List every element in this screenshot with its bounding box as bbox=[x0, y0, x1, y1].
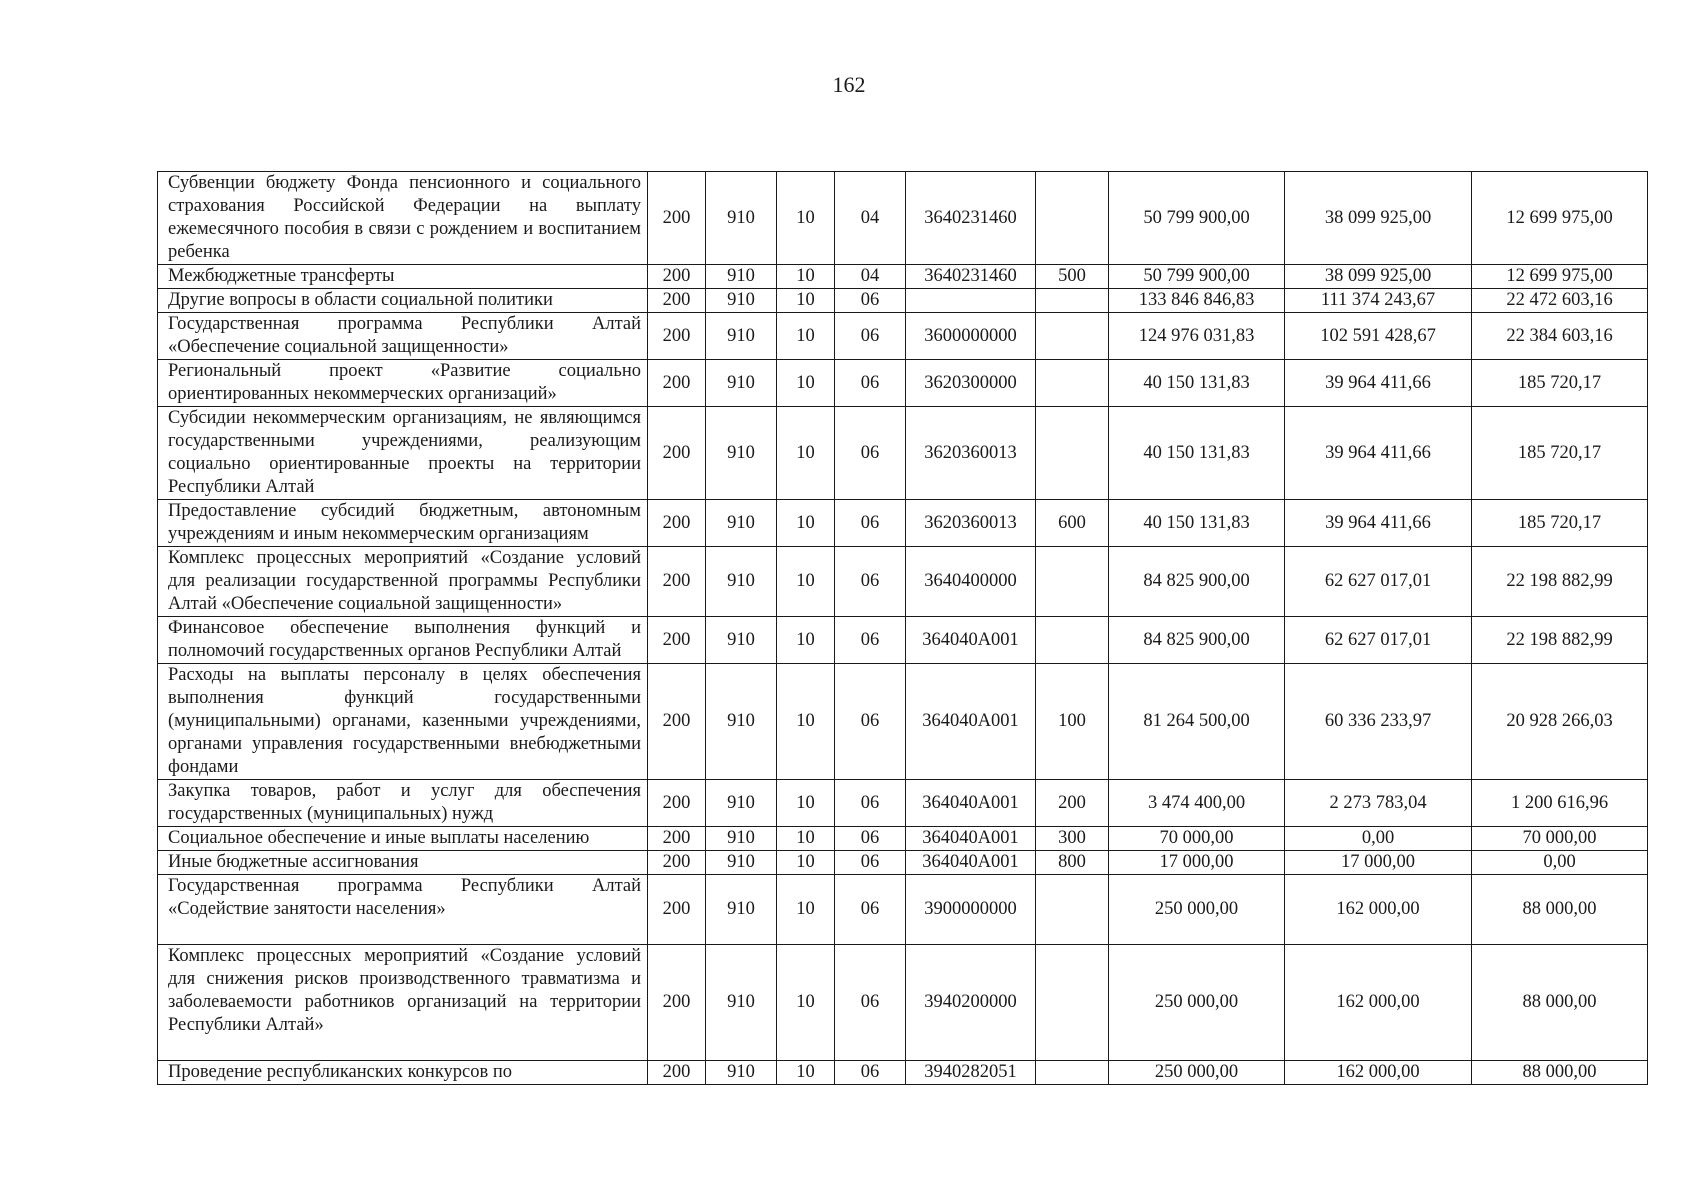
row-section-code: 10 bbox=[777, 289, 835, 313]
row-name: Субсидии некоммерческим организациям, не являющимся государственными учреждениями, реализующим социально ориентированные проекты на территории Республики Алтай bbox=[158, 407, 648, 500]
row-target-code: 3940200000 bbox=[906, 945, 1036, 1061]
row-subsection-code: 06 bbox=[835, 313, 906, 360]
row-total: 81 264 500,00 bbox=[1109, 664, 1285, 780]
row-section-code: 10 bbox=[777, 1061, 835, 1085]
row-grbs-code: 910 bbox=[706, 875, 777, 945]
row-expense-type bbox=[1036, 1061, 1109, 1085]
row-target-code: 3640400000 bbox=[906, 547, 1036, 617]
row-section-code: 10 bbox=[777, 407, 835, 500]
row-total: 84 825 900,00 bbox=[1109, 547, 1285, 617]
row-target-code: 3640231460 bbox=[906, 265, 1036, 289]
row-section-code: 10 bbox=[777, 780, 835, 827]
row-name: Региональный проект «Развитие социально ориентированных некоммерческих организаций» bbox=[158, 360, 648, 407]
table-row bbox=[158, 547, 1648, 617]
row-admin-code: 200 bbox=[648, 827, 706, 851]
row-total: 40 150 131,83 bbox=[1109, 500, 1285, 547]
row-subsection-code: 06 bbox=[835, 875, 906, 945]
row-target-code: 3940282051 bbox=[906, 1061, 1036, 1085]
row-total: 17 000,00 bbox=[1109, 851, 1285, 875]
table-row bbox=[158, 851, 1648, 875]
row-subsection-code: 06 bbox=[835, 851, 906, 875]
row-target-code: 3900000000 bbox=[906, 875, 1036, 945]
row-expense-type: 800 bbox=[1036, 851, 1109, 875]
row-grbs-code: 910 bbox=[706, 664, 777, 780]
row-grbs-code: 910 bbox=[706, 617, 777, 664]
row-expense-type: 600 bbox=[1036, 500, 1109, 547]
row-admin-code: 200 bbox=[648, 617, 706, 664]
row-section-code: 10 bbox=[777, 827, 835, 851]
row-republic: 12 699 975,00 bbox=[1472, 265, 1648, 289]
row-federal: 62 627 017,01 bbox=[1285, 547, 1472, 617]
row-republic: 12 699 975,00 bbox=[1472, 172, 1648, 265]
row-federal: 17 000,00 bbox=[1285, 851, 1472, 875]
row-admin-code: 200 bbox=[648, 360, 706, 407]
row-subsection-code: 04 bbox=[835, 172, 906, 265]
row-section-code: 10 bbox=[777, 875, 835, 945]
row-federal: 111 374 243,67 bbox=[1285, 289, 1472, 313]
page-number: 162 bbox=[832, 72, 866, 97]
row-total: 124 976 031,83 bbox=[1109, 313, 1285, 360]
table-row bbox=[158, 313, 1648, 360]
row-subsection-code: 06 bbox=[835, 547, 906, 617]
row-republic: 185 720,17 bbox=[1472, 407, 1648, 500]
row-federal: 0,00 bbox=[1285, 827, 1472, 851]
row-grbs-code: 910 bbox=[706, 289, 777, 313]
row-subsection-code: 06 bbox=[835, 664, 906, 780]
row-expense-type: 300 bbox=[1036, 827, 1109, 851]
row-republic: 22 198 882,99 bbox=[1472, 547, 1648, 617]
row-name: Субвенции бюджету Фонда пенсионного и социального страхования Российской Федерации на выплату ежемесячного пособия в связи с рождением и воспитанием ребенка bbox=[158, 172, 648, 265]
table-row bbox=[158, 827, 1648, 851]
row-grbs-code: 910 bbox=[706, 265, 777, 289]
row-name: Межбюджетные трансферты bbox=[158, 265, 648, 289]
row-federal: 2 273 783,04 bbox=[1285, 780, 1472, 827]
row-target-code: 364040А001 bbox=[906, 851, 1036, 875]
row-name: Социальное обеспечение и иные выплаты населению bbox=[158, 827, 648, 851]
row-section-code: 10 bbox=[777, 664, 835, 780]
row-grbs-code: 910 bbox=[706, 547, 777, 617]
row-republic: 22 198 882,99 bbox=[1472, 617, 1648, 664]
row-federal: 162 000,00 bbox=[1285, 945, 1472, 1061]
row-republic: 0,00 bbox=[1472, 851, 1648, 875]
row-grbs-code: 910 bbox=[706, 360, 777, 407]
row-republic: 185 720,17 bbox=[1472, 360, 1648, 407]
row-subsection-code: 06 bbox=[835, 780, 906, 827]
row-subsection-code: 06 bbox=[835, 289, 906, 313]
row-grbs-code: 910 bbox=[706, 1061, 777, 1085]
row-admin-code: 200 bbox=[648, 407, 706, 500]
table-row bbox=[158, 360, 1648, 407]
row-grbs-code: 910 bbox=[706, 780, 777, 827]
row-expense-type: 500 bbox=[1036, 265, 1109, 289]
table-row bbox=[158, 617, 1648, 664]
row-total: 84 825 900,00 bbox=[1109, 617, 1285, 664]
row-grbs-code: 910 bbox=[706, 945, 777, 1061]
row-section-code: 10 bbox=[777, 313, 835, 360]
row-admin-code: 200 bbox=[648, 875, 706, 945]
row-total: 250 000,00 bbox=[1109, 945, 1285, 1061]
row-federal: 39 964 411,66 bbox=[1285, 360, 1472, 407]
row-name: Закупка товаров, работ и услуг для обеспечения государственных (муниципальных) нужд bbox=[158, 780, 648, 827]
row-subsection-code: 06 bbox=[835, 360, 906, 407]
row-grbs-code: 910 bbox=[706, 500, 777, 547]
row-republic: 185 720,17 bbox=[1472, 500, 1648, 547]
row-total: 50 799 900,00 bbox=[1109, 265, 1285, 289]
row-total: 70 000,00 bbox=[1109, 827, 1285, 851]
row-republic: 22 384 603,16 bbox=[1472, 313, 1648, 360]
row-expense-type bbox=[1036, 945, 1109, 1061]
row-section-code: 10 bbox=[777, 500, 835, 547]
row-total: 40 150 131,83 bbox=[1109, 407, 1285, 500]
row-section-code: 10 bbox=[777, 172, 835, 265]
row-expense-type bbox=[1036, 407, 1109, 500]
row-expense-type bbox=[1036, 617, 1109, 664]
row-name: Иные бюджетные ассигнования bbox=[158, 851, 648, 875]
row-expense-type: 100 bbox=[1036, 664, 1109, 780]
row-target-code: 3640231460 bbox=[906, 172, 1036, 265]
row-name: Расходы на выплаты персоналу в целях обеспечения выполнения функций государственными (муниципальными) органами, казенными учреждениями, органами управления государственными внебюджетными фондами bbox=[158, 664, 648, 780]
row-grbs-code: 910 bbox=[706, 313, 777, 360]
row-admin-code: 200 bbox=[648, 500, 706, 547]
row-name: Предоставление субсидий бюджетным, автономным учреждениям и иным некоммерческим организациям bbox=[158, 500, 648, 547]
table-row bbox=[158, 500, 1648, 547]
row-total: 50 799 900,00 bbox=[1109, 172, 1285, 265]
row-name: Финансовое обеспечение выполнения функций и полномочий государственных органов Республики Алтай bbox=[158, 617, 648, 664]
table-row bbox=[158, 265, 1648, 289]
row-name: Другие вопросы в области социальной политики bbox=[158, 289, 648, 313]
row-name: Государственная программа Республики Алтай «Обеспечение социальной защищенности» bbox=[158, 313, 648, 360]
table-row bbox=[158, 945, 1648, 1061]
row-section-code: 10 bbox=[777, 851, 835, 875]
row-target-code: 364040А001 bbox=[906, 827, 1036, 851]
row-federal: 162 000,00 bbox=[1285, 875, 1472, 945]
row-admin-code: 200 bbox=[648, 945, 706, 1061]
table-row bbox=[158, 875, 1648, 945]
table-row bbox=[158, 407, 1648, 500]
row-subsection-code: 06 bbox=[835, 500, 906, 547]
row-expense-type bbox=[1036, 172, 1109, 265]
row-subsection-code: 06 bbox=[835, 827, 906, 851]
row-republic: 22 472 603,16 bbox=[1472, 289, 1648, 313]
row-section-code: 10 bbox=[777, 265, 835, 289]
row-total: 250 000,00 bbox=[1109, 1061, 1285, 1085]
row-federal: 62 627 017,01 bbox=[1285, 617, 1472, 664]
row-target-code bbox=[906, 289, 1036, 313]
row-admin-code: 200 bbox=[648, 547, 706, 617]
row-name: Проведение республиканских конкурсов по bbox=[158, 1061, 648, 1085]
row-federal: 39 964 411,66 bbox=[1285, 500, 1472, 547]
row-target-code: 364040А001 bbox=[906, 664, 1036, 780]
row-federal: 162 000,00 bbox=[1285, 1061, 1472, 1085]
row-target-code: 364040А001 bbox=[906, 617, 1036, 664]
row-expense-type bbox=[1036, 547, 1109, 617]
row-name: Комплекс процессных мероприятий «Создание условий для реализации государственной программы Республики Алтай «Обеспечение социальной защищенности» bbox=[158, 547, 648, 617]
row-federal: 60 336 233,97 bbox=[1285, 664, 1472, 780]
row-republic: 88 000,00 bbox=[1472, 1061, 1648, 1085]
row-admin-code: 200 bbox=[648, 289, 706, 313]
row-target-code: 3620360013 bbox=[906, 500, 1036, 547]
row-republic: 20 928 266,03 bbox=[1472, 664, 1648, 780]
row-republic: 88 000,00 bbox=[1472, 875, 1648, 945]
row-admin-code: 200 bbox=[648, 265, 706, 289]
table-row bbox=[158, 172, 1648, 265]
table-row bbox=[158, 1061, 1648, 1085]
row-republic: 70 000,00 bbox=[1472, 827, 1648, 851]
row-target-code: 3620360013 bbox=[906, 407, 1036, 500]
row-subsection-code: 06 bbox=[835, 617, 906, 664]
row-total: 133 846 846,83 bbox=[1109, 289, 1285, 313]
row-admin-code: 200 bbox=[648, 664, 706, 780]
row-expense-type bbox=[1036, 875, 1109, 945]
row-federal: 38 099 925,00 bbox=[1285, 265, 1472, 289]
row-grbs-code: 910 bbox=[706, 827, 777, 851]
row-admin-code: 200 bbox=[648, 780, 706, 827]
table-row bbox=[158, 289, 1648, 313]
row-grbs-code: 910 bbox=[706, 172, 777, 265]
row-target-code: 3620300000 bbox=[906, 360, 1036, 407]
row-republic: 1 200 616,96 bbox=[1472, 780, 1648, 827]
row-federal: 102 591 428,67 bbox=[1285, 313, 1472, 360]
row-expense-type bbox=[1036, 313, 1109, 360]
row-republic: 88 000,00 bbox=[1472, 945, 1648, 1061]
row-section-code: 10 bbox=[777, 360, 835, 407]
row-expense-type bbox=[1036, 289, 1109, 313]
table-body bbox=[158, 172, 1648, 1085]
table-row bbox=[158, 780, 1648, 827]
row-admin-code: 200 bbox=[648, 172, 706, 265]
row-total: 250 000,00 bbox=[1109, 875, 1285, 945]
row-total: 40 150 131,83 bbox=[1109, 360, 1285, 407]
row-subsection-code: 06 bbox=[835, 1061, 906, 1085]
row-total: 3 474 400,00 bbox=[1109, 780, 1285, 827]
row-section-code: 10 bbox=[777, 617, 835, 664]
row-admin-code: 200 bbox=[648, 851, 706, 875]
row-admin-code: 200 bbox=[648, 1061, 706, 1085]
row-name: Комплекс процессных мероприятий «Создание условий для снижения рисков производственного травматизма и заболеваемости работников организаций на территории Республики Алтай» bbox=[158, 945, 648, 1061]
row-target-code: 364040А001 bbox=[906, 780, 1036, 827]
row-subsection-code: 04 bbox=[835, 265, 906, 289]
row-federal: 38 099 925,00 bbox=[1285, 172, 1472, 265]
row-grbs-code: 910 bbox=[706, 407, 777, 500]
row-admin-code: 200 bbox=[648, 313, 706, 360]
row-expense-type bbox=[1036, 360, 1109, 407]
row-subsection-code: 06 bbox=[835, 407, 906, 500]
row-grbs-code: 910 bbox=[706, 851, 777, 875]
row-section-code: 10 bbox=[777, 945, 835, 1061]
table-row bbox=[158, 664, 1648, 780]
row-expense-type: 200 bbox=[1036, 780, 1109, 827]
budget-table bbox=[157, 171, 1648, 1085]
row-target-code: 3600000000 bbox=[906, 313, 1036, 360]
row-subsection-code: 06 bbox=[835, 945, 906, 1061]
row-federal: 39 964 411,66 bbox=[1285, 407, 1472, 500]
row-name: Государственная программа Республики Алтай «Содействие занятости населения» bbox=[158, 875, 648, 945]
row-section-code: 10 bbox=[777, 547, 835, 617]
